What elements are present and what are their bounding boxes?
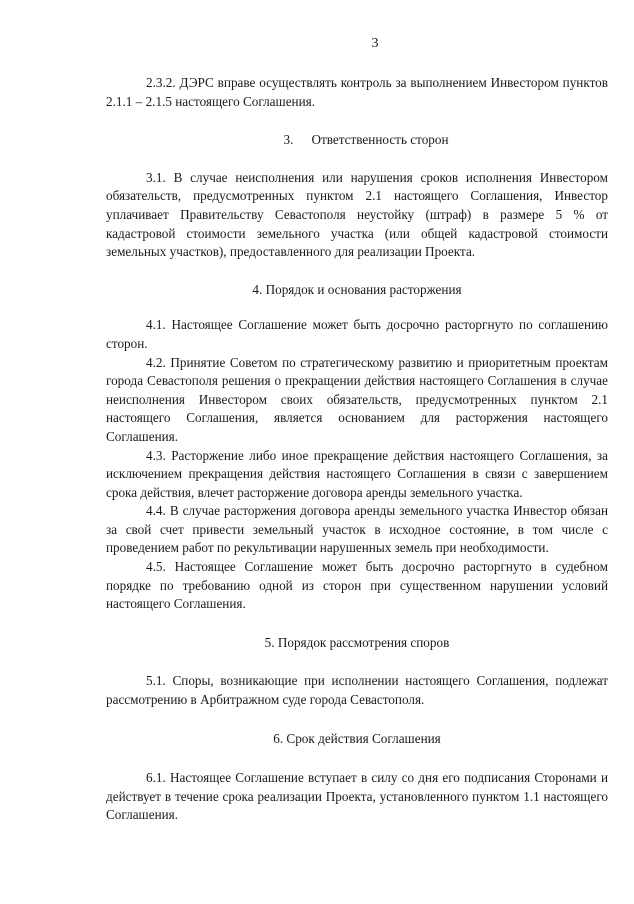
clause-4-2: 4.2. Принятие Советом по стратегическому развитию и приоритетным проектам города Севастополя решения о прекращении действия настоящего Соглашения в случае неисполнения Инвестором своих обязательств, предусмотренных пунктом 2.1 настоящего Соглашения, является основанием для расторжения настоящего Соглашения. [106,354,608,444]
section-3-number: 3. [283,132,294,148]
clause-4-5: 4.5. Настоящее Соглашение может быть досрочно расторгнуто в судебном порядке по требованию одной из сторон при существенном нарушении условий настоящего Соглашения. [106,559,608,612]
section-6-heading: 6. Срок действия Соглашения [273,730,441,746]
clause-4-4: 4.4. В случае расторжения договора аренды земельного участка Инвестор обязан за свой счет привести земельный участок в исходное состояние, в том числе с проведением работ по рекультивации нарушенных земель при необходимости. [106,503,608,556]
clause-4-3: 4.3. Расторжение либо иное прекращение действия настоящего Соглашения, за исключением прекращения действия настоящего Соглашения в связи с завершением срока действия, влечет расторжение договора аренды земельного участка. [106,447,608,500]
clause-4-1: 4.1. Настоящее Соглашение может быть досрочно расторгнуто по соглашению сторон. [106,317,608,351]
clause-2-3-2: 2.3.2. ДЭРС вправе осуществлять контроль за выполнением Инвестором пунктов 2.1.1 – 2.1.5 настоящего Соглашения. [106,75,608,109]
document-body [106,74,608,825]
clause-6-1: 6.1. Настоящее Соглашение вступает в силу со дня его подписания Сторонами и действует в течение срока реализации Проекта, установленного пунктом 1.1 настоящего Соглашения. [106,770,608,823]
clause-5-1: 5.1. Споры, возникающие при исполнении настоящего Соглашения, подлежат рассмотрению в Арбитражном суде города Севастополя. [106,673,608,708]
section-3-title: Ответственность сторон [311,132,449,148]
clause-3-1: 3.1. В случае неисполнения или нарушения сроков исполнения Инвестором обязательств, предусмотренных пунктом 2.1 настоящего Соглашения, Инвестор уплачивает Правительству Севастополя неустойку (штраф) в размере 5 % от кадастровой стоимости земельного участка (или общей кадастровой стоимости земельных участков), предоставленного для реализации Проекта. [106,169,608,260]
section-4-heading: 4. Порядок и основания расторжения [252,281,462,297]
section-5-heading: 5. Порядок рассмотрения споров [264,634,450,650]
page-number: 3 [371,36,379,51]
section-3-heading [106,131,608,150]
